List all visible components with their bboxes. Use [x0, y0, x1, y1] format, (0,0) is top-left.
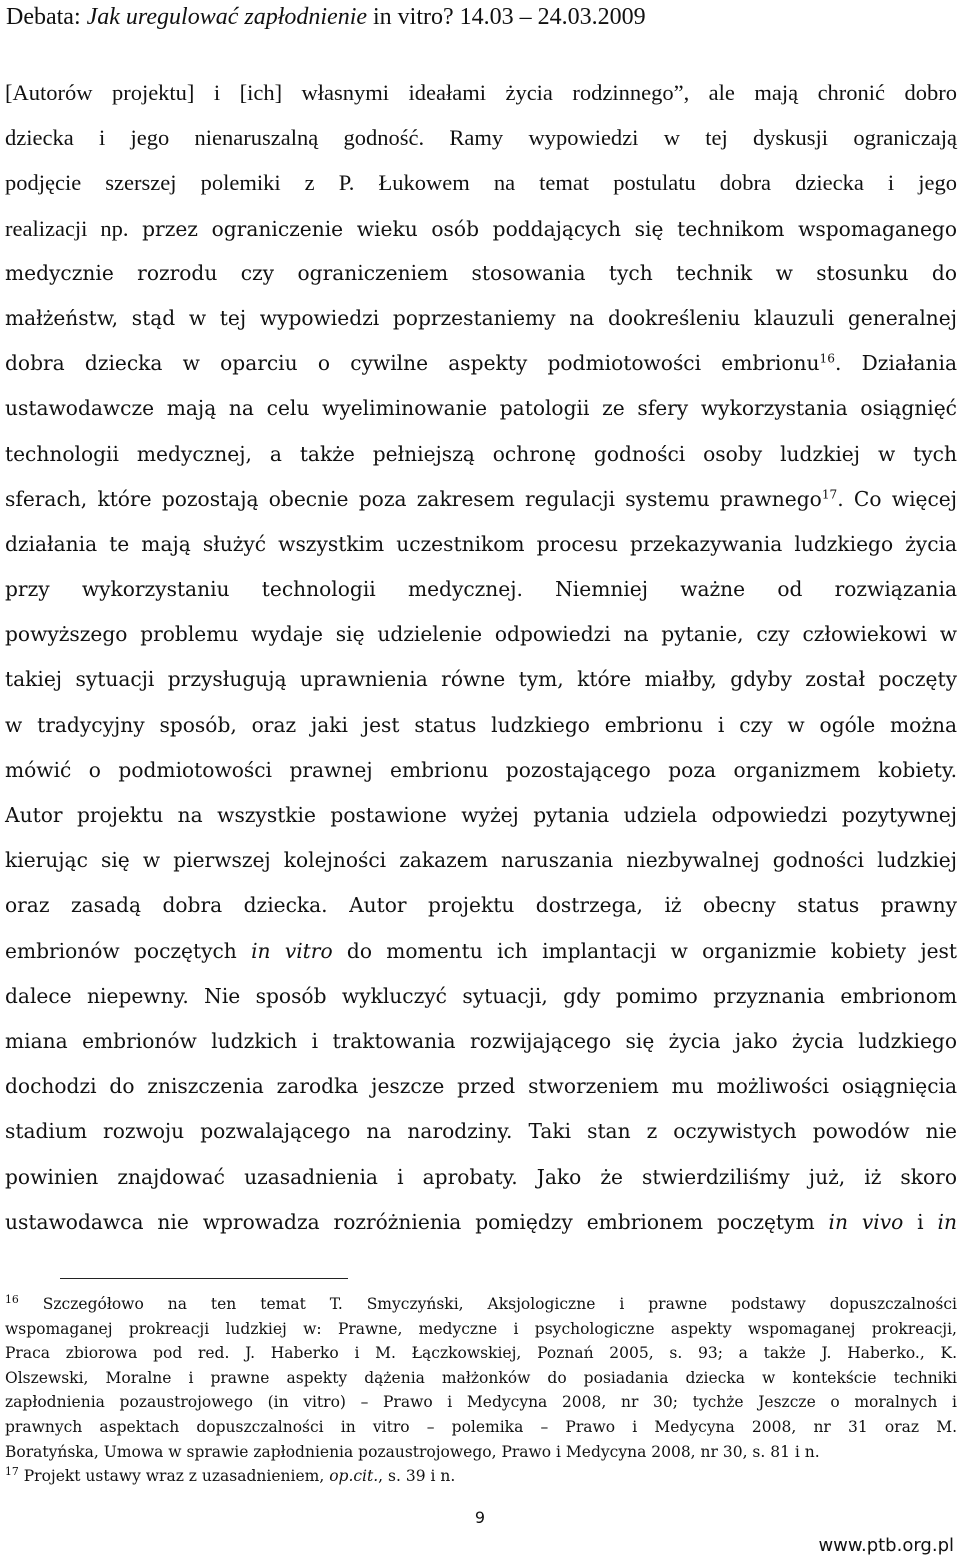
footnote-line: zapłodnienia pozaustrojowego (in vitro) – Prawo i Medycyna 2008, nr 30; tychże Jeszcze o moralnych i: [5, 1393, 957, 1412]
page-number: 9: [474, 1508, 486, 1527]
text-line: ustawodawca nie wprowadza rozróżnienia pomiędzy embrionem poczętym in vivo i in: [5, 1209, 958, 1234]
text-line: realizacji np. przez ograniczenie wieku osób poddających się technikom wspomaganego: [5, 215, 957, 241]
text-line: powinien znajdować uzasadnienia i aprobaty. Jako że stwierdziliśmy już, iż skoro: [5, 1164, 957, 1189]
text-line: powyższego problemu wydaje się udzielenie odpowiedzi na pytanie, czy człowiekowi w: [5, 622, 957, 647]
text-line: technologii medycznej, a także pełniejszą ochronę godności osoby ludzkiej w tych: [5, 441, 957, 466]
page-header: Debata: Jak uregulować zapłodnienie in vitro? 14.03 – 24.03.2009: [6, 4, 646, 30]
site-url[interactable]: www.ptb.org.pl: [818, 1535, 954, 1556]
footnote-line: wspomaganej prokreacji ludzkiej w: Prawne, medyczne i psychologiczne aspekty wspomaganej prokreacji,: [5, 1319, 957, 1338]
text-line: małżeństw, stąd w tej wypowiedzi poprzestaniemy na dookreśleniu klauzuli generalnej: [5, 305, 957, 330]
text-line: dochodzi do zniszczenia zarodka jeszcze przed stworzeniem mu możliwości osiągnięcia: [5, 1074, 957, 1099]
footnote-line: Olszewski, Moralne i prawne aspekty dążenia małżonków do posiadania dziecka w kontekście techniki: [5, 1368, 957, 1387]
text-line: kierując się w pierwszej kolejności zakazem naruszania niezbywalnej godności ludzkiej: [5, 848, 957, 873]
text-line: sferach, które pozostają obecnie poza zakresem regulacji systemu prawnego$^{17}$. Co więcej: [5, 486, 957, 511]
text-line: działania te mają służyć wszystkim uczestnikom procesu przekazywania ludzkiego życia: [5, 531, 957, 556]
text-line: dziecka i jego nienaruszalną godność. Ramy wypowiedzi w tej dyskusji ograniczają: [5, 125, 957, 151]
text-line: przy wykorzystaniu technologii medycznej. Niemniej ważne od rozwiązania: [5, 577, 957, 602]
text-line: miana embrionów ludzkich i traktowania rozwijającego się życia jako życia ludzkiego: [5, 1028, 957, 1053]
text-line: stadium rozwoju pozwalającego na narodziny. Taki stan z oczywistych powodów nie: [5, 1119, 957, 1144]
footnote-17: $^{17}$ Projekt ustawy wraz z uzasadnieniem, op.cit., s. 39 i n.: [5, 1465, 456, 1486]
text-line: w tradycyjny sposób, oraz jaki jest status ludzkiego embrionu i czy w ogóle można: [5, 712, 957, 737]
footnote-line: Boratyńska, Umowa w sprawie zapłodnienia pozaustrojowego, Prawo i Medycyna 2008, nr 30, s. 81 i n.: [5, 1442, 820, 1461]
text-line: [Autorów projektu] i [ich] własnymi ideałami życia rodzinnego”, ale mają chronić dobro: [5, 80, 957, 105]
footnote-separator: [60, 1278, 348, 1279]
text-line: ustawodawcze mają na celu wyeliminowanie patologii ze sfery wykorzystania osiągnięć: [5, 396, 957, 421]
text-line: dobra dziecka w oparciu o cywilne aspekty podmiotowości embrionu$^{16}$. Działania: [5, 351, 957, 376]
text-line: embrionów poczętych in vitro do momentu ich implantacji w organizmie kobiety jest: [5, 938, 957, 963]
text-line: Autor projektu na wszystkie postawione wyżej pytania udziela odpowiedzi pozytywnej: [5, 803, 957, 827]
footnote-ref-16[interactable]: 16: [819, 351, 835, 366]
footnote-ref-17[interactable]: 17: [821, 486, 838, 501]
footnote-16: $^{16}$ Szczegółowo na ten temat T. Smyczyński, Aksjologiczne i prawne podstawy dopuszczalności: [5, 1292, 957, 1313]
header-title: Jak uregulować zapłodnienie: [86, 4, 368, 30]
text-line: mówić o podmiotowości prawnej embrionu pozostającego poza organizmem kobiety.: [5, 757, 957, 782]
footnotes: [5, 1292, 957, 1489]
text-line: medycznie rozrodu czy ograniczeniem stosowania tych technik w stosunku do: [5, 260, 957, 285]
text-line: takiej sytuacji przysługują uprawnienia równe tym, które miałby, gdyby został poczęty: [5, 667, 957, 692]
text-line: dalece niepewny. Nie sposób wykluczyć sytuacji, gdy pomimo przyznania embrionom: [5, 983, 957, 1008]
text-line: oraz zasadą dobra dziecka. Autor projektu dostrzega, iż obecny status prawny: [5, 893, 957, 918]
footnote-line: prawnych aspektach dopuszczalności in vitro – polemika – Prawo i Medycyna 2008, nr 31 oraz M.: [5, 1417, 957, 1436]
footnote-line: Praca zbiorowa pod red. J. Haberko i M. Łączkowskiej, Poznań 2005, s. 93; a także J. Haberko., K.: [5, 1344, 957, 1363]
main-text: [5, 70, 957, 1245]
text-line: podjęcie szerszej polemiki z P. Łukowem na temat postulatu dobra dziecka i jego: [5, 170, 957, 196]
